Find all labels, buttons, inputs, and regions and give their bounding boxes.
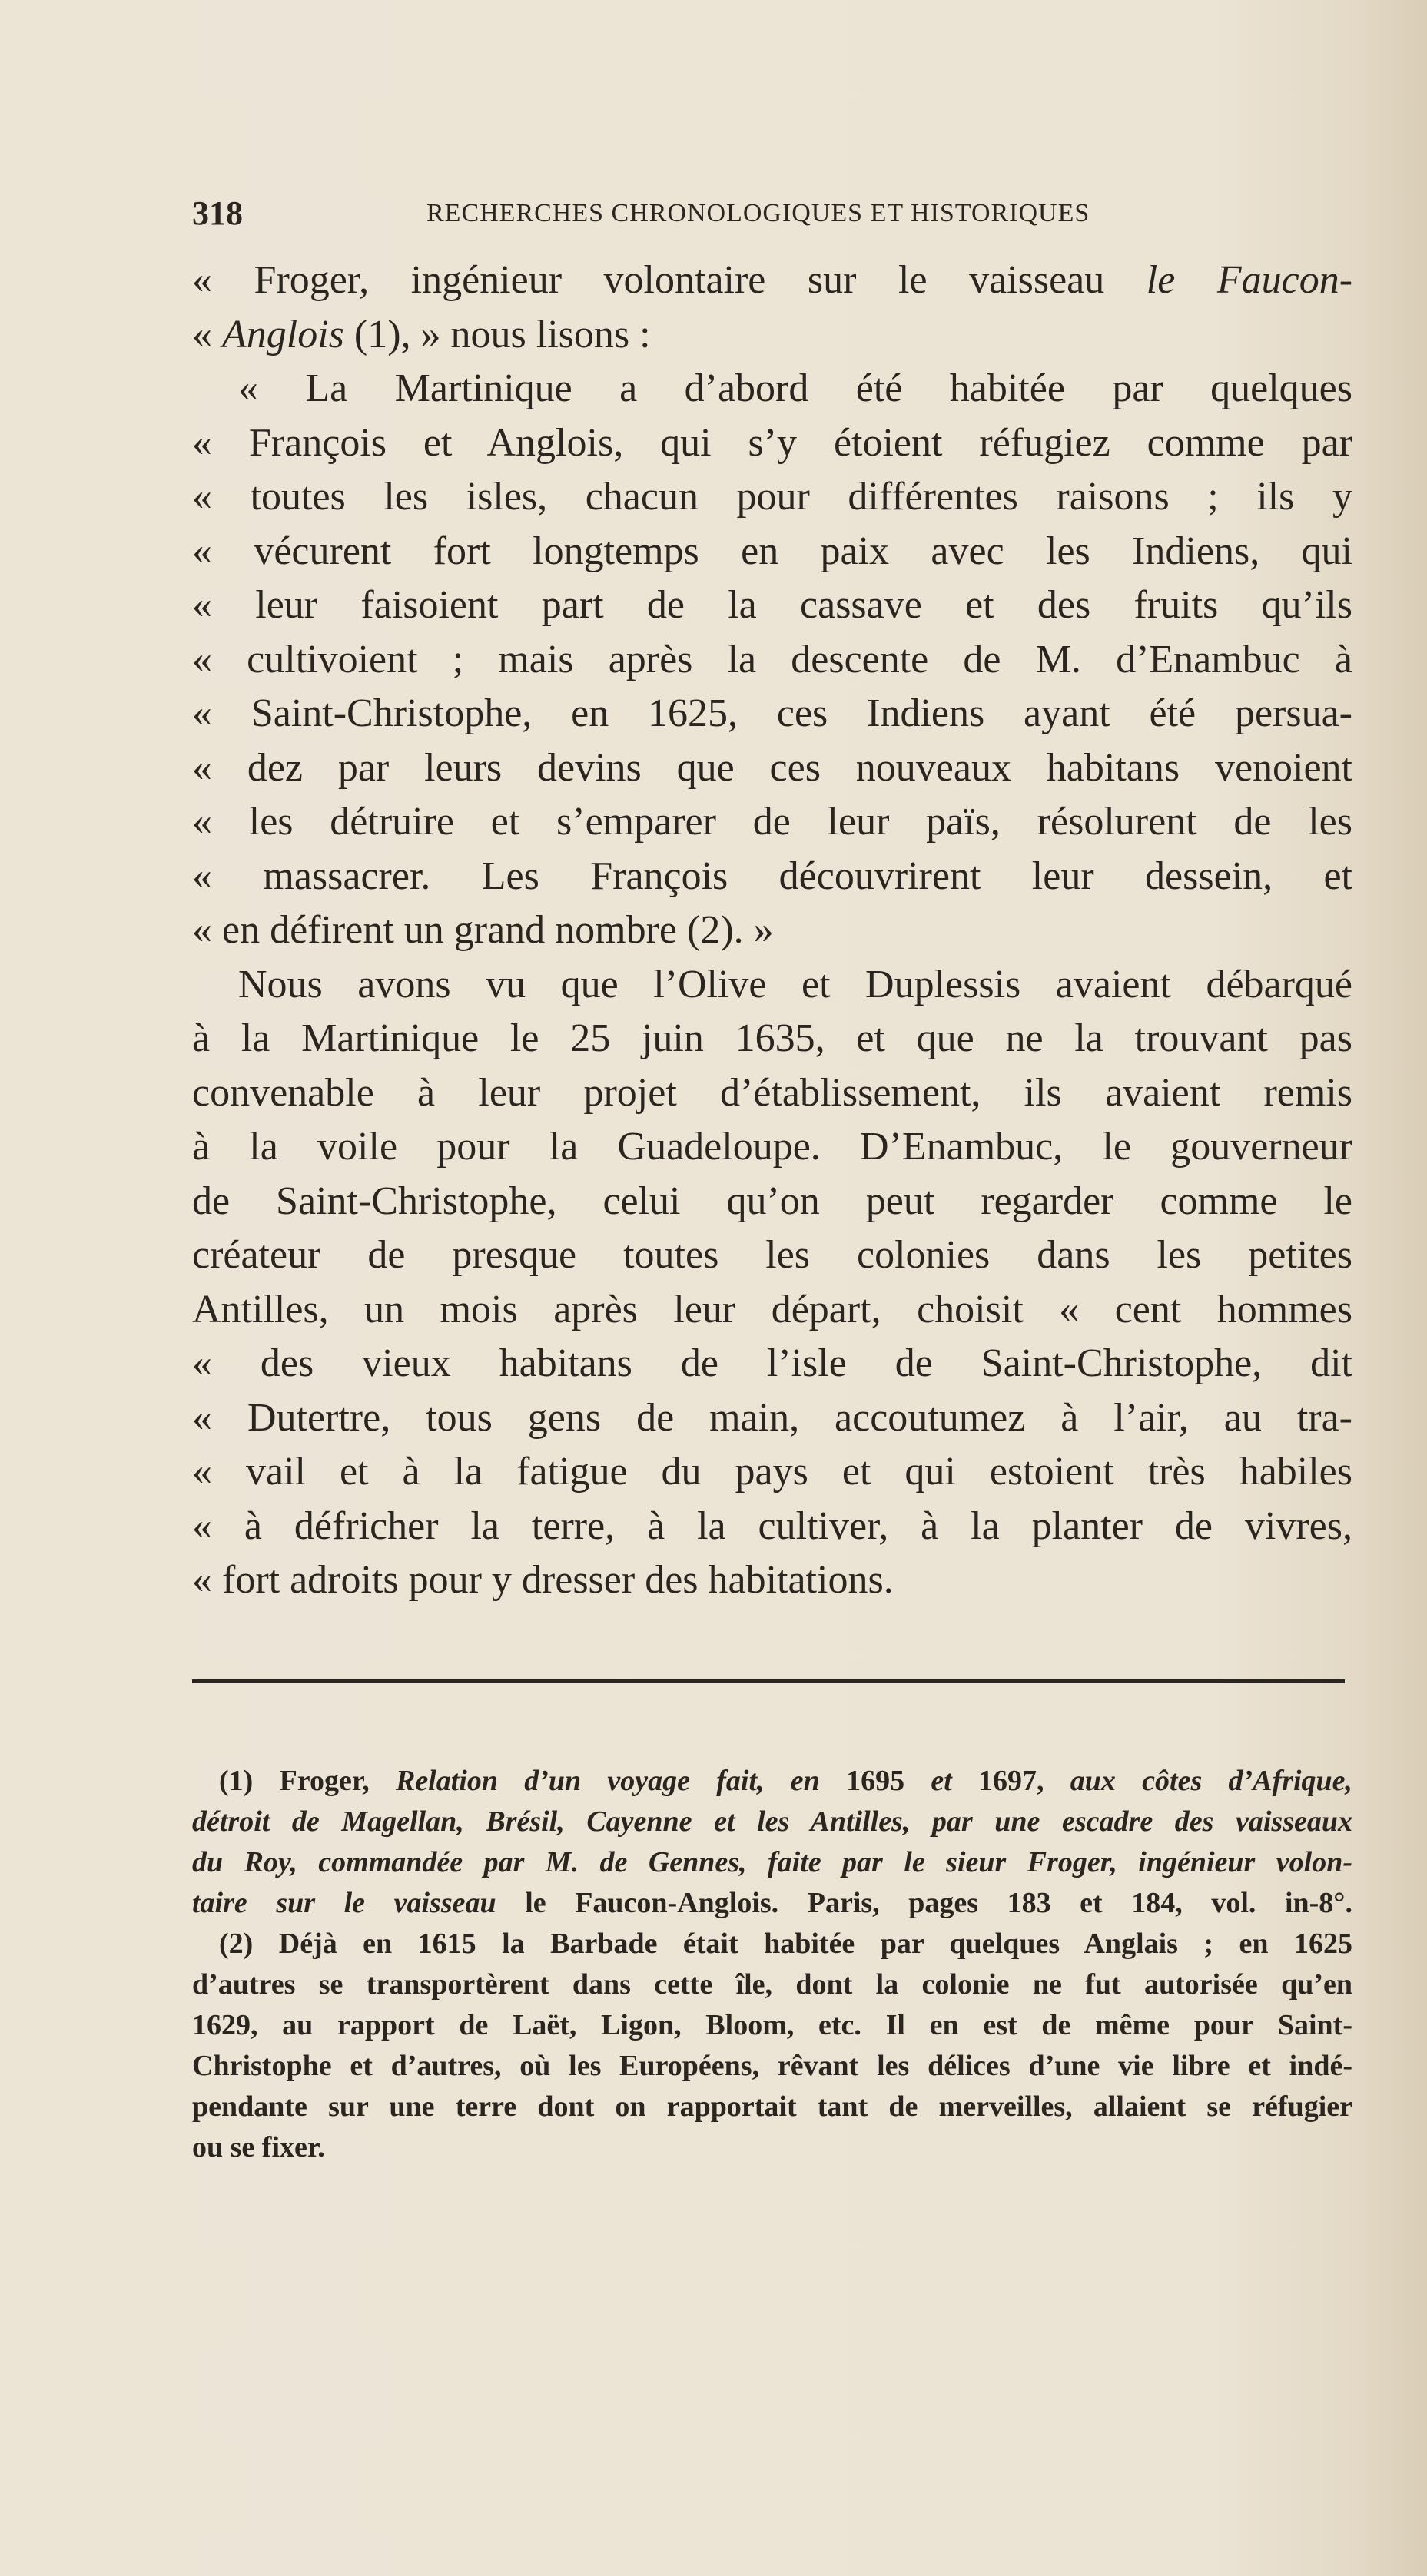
- text-line: à la voile pour la Guadeloupe. D’Enambuc, le gouverneur: [192, 1125, 1352, 1169]
- footnote-line: ou se fixer.: [192, 2131, 325, 2163]
- footnotes: [192, 1761, 1352, 2168]
- footnote-line: (1) Froger, Relation d’un voyage fait, en 1695 et 1697, aux côtes d’Afrique,: [219, 1765, 1353, 1797]
- footnote-line: 1629, au rapport de Laët, Ligon, Bloom, etc. Il en est de même pour Saint-: [192, 2009, 1352, 2041]
- text-line: Antilles, un mois après leur départ, choisit « cent hommes: [192, 1287, 1352, 1331]
- running-title: RECHERCHES CHRONOLOGIQUES ET HISTORIQUES: [426, 199, 1090, 227]
- footnote-line: Christophe et d’autres, où les Européens, rêvant les délices d’une vie libre et indé-: [192, 2050, 1352, 2082]
- text-line: « fort adroits pour y dresser des habitations.: [192, 1558, 894, 1602]
- text-line: « les détruire et s’emparer de leur païs, résolurent de les: [192, 800, 1352, 844]
- text-line: « des vieux habitans de l’isle de Saint-Christophe, dit: [192, 1341, 1352, 1385]
- text-line: « François et Anglois, qui s’y étoient réfugiez comme par: [192, 420, 1352, 465]
- text-line: « Anglois (1), » nous lisons :: [192, 312, 651, 356]
- footnote-divider: [192, 1679, 1345, 1683]
- footnote-line: pendante sur une terre dont on rapportait tant de merveilles, allaient se réfugier: [192, 2090, 1352, 2123]
- text-line: « Froger, ingénieur volontaire sur le vaisseau le Faucon-: [192, 258, 1353, 302]
- text-line: convenable à leur projet d’établissement, ils avaient remis: [192, 1070, 1352, 1115]
- text-line: « vail et à la fatigue du pays et qui estoient très habiles: [192, 1450, 1352, 1494]
- text-line: à la Martinique le 25 juin 1635, et que ne la trouvant pas: [192, 1016, 1352, 1060]
- page-number: 318: [192, 194, 243, 232]
- text-line: « cultivoient ; mais après la descente de M. d’Enambuc à: [192, 637, 1352, 681]
- page-header: [192, 194, 1191, 232]
- footnote-line: détroit de Magellan, Brésil, Cayenne et les Antilles, par une escadre des vaisseaux: [192, 1805, 1352, 1838]
- text-line: « à défricher la terre, à la cultiver, à la planter de vivres,: [192, 1503, 1352, 1548]
- text-line: « Dutertre, tous gens de main, accoutumez à l’air, au tra-: [192, 1395, 1352, 1440]
- text-line: « leur faisoient part de la cassave et des fruits qu’ils: [192, 583, 1352, 627]
- main-text: [192, 254, 1352, 1608]
- text-line: Nous avons vu que l’Olive et Duplessis avaient débarqué: [238, 962, 1352, 1006]
- text-line: « massacrer. Les François découvrirent leur dessein, et: [192, 854, 1352, 898]
- footnote-line: (2) Déjà en 1615 la Barbade était habitée par quelques Anglais ; en 1625: [219, 1928, 1352, 1960]
- text-line: de Saint-Christophe, celui qu’on peut regarder comme le: [192, 1179, 1352, 1223]
- footnote-line: du Roy, commandée par M. de Gennes, faite par le sieur Froger, ingénieur volon-: [192, 1846, 1352, 1878]
- text-line: « Saint-Christophe, en 1625, ces Indiens ayant été persua-: [192, 691, 1352, 735]
- text-line: « en défirent un grand nombre (2). »: [192, 908, 774, 952]
- text-line: « La Martinique a d’abord été habitée par quelques: [238, 366, 1352, 410]
- text-line: « toutes les isles, chacun pour différentes raisons ; ils y: [192, 475, 1352, 519]
- text-line: créateur de presque toutes les colonies dans les petites: [192, 1233, 1352, 1277]
- text-line: « dez par leurs devins que ces nouveaux habitans venoient: [192, 745, 1352, 790]
- footnote-line: d’autres se transportèrent dans cette île, dont la colonie ne fut autorisée qu’en: [192, 1968, 1352, 2001]
- footnote-line: taire sur le vaisseau le Faucon-Anglois. Paris, pages 183 et 184, vol. in-8°.: [192, 1887, 1352, 1919]
- text-line: « vécurent fort longtemps en paix avec les Indiens, qui: [192, 529, 1352, 573]
